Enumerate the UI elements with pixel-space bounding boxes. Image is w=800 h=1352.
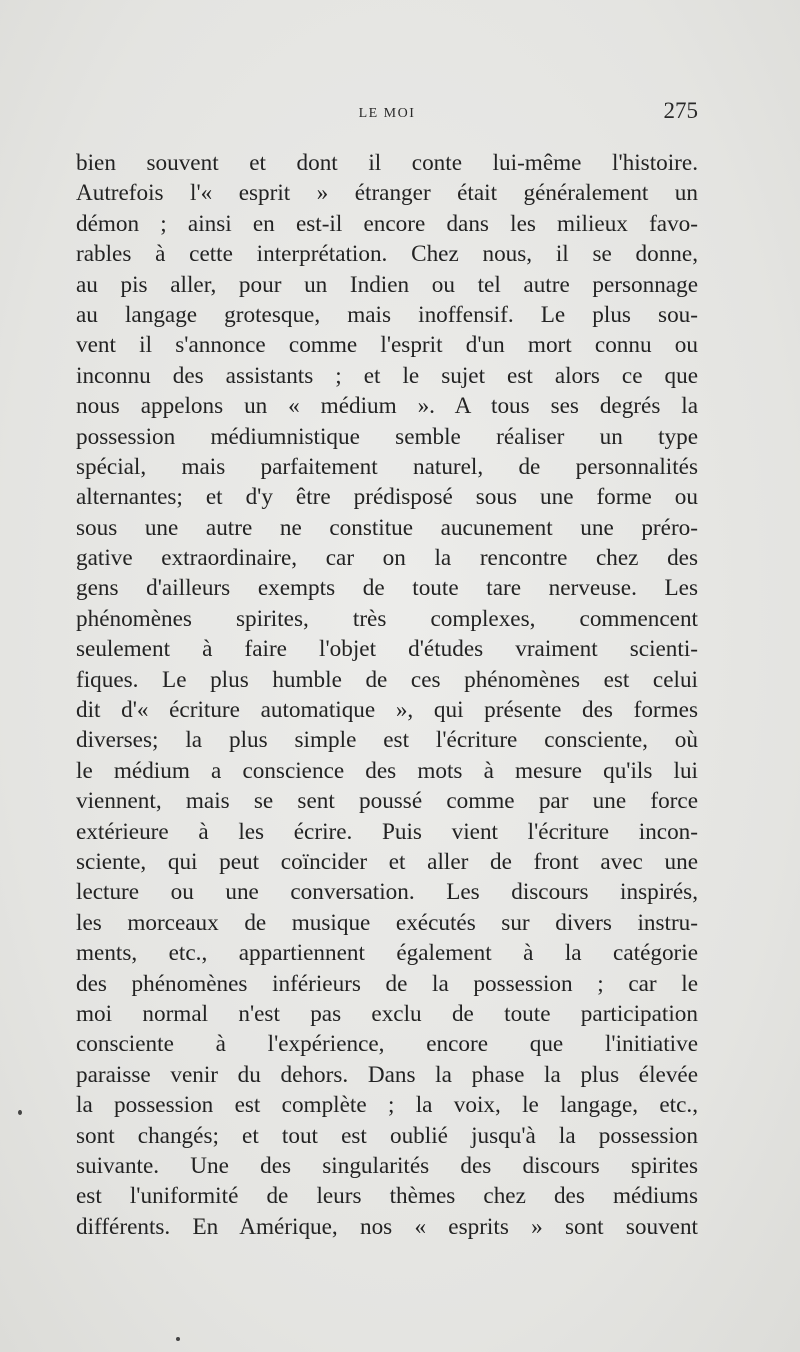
text-line: sont changés; et tout est oublié jusqu'à la possession: [76, 1122, 698, 1149]
text-line: ments, etc., appartiennent également à la catégorie: [76, 940, 698, 967]
text-line: les morceaux de musique exécutés sur divers instru-: [76, 909, 698, 936]
text-line: paraisse venir du dehors. Dans la phase la plus élevée: [76, 1061, 698, 1088]
text-line: Autrefois l'« esprit » étranger était généralement un: [76, 180, 698, 207]
running-head: [76, 98, 698, 128]
text-line: au pis aller, pour un Indien ou tel autre personnage: [76, 271, 698, 298]
text-line: seulement à faire l'objet d'études vraiment scienti-: [76, 636, 698, 663]
text-line: des phénomènes inférieurs de la possession ; car le: [76, 970, 698, 997]
text-line: sous une autre ne constitue aucunement une préro-: [76, 514, 698, 541]
text-line: la possession est complète ; la voix, le langage, etc.,: [76, 1092, 698, 1119]
text-line: vent il s'annonce comme l'esprit d'un mort connu ou: [76, 332, 698, 359]
text-line: consciente à l'expérience, encore que l'initiative: [76, 1031, 698, 1058]
body-text: [76, 148, 698, 1242]
text-line: diverses; la plus simple est l'écriture consciente, où: [76, 727, 698, 754]
text-line: différents. En Amérique, nos « esprits » sont souvent: [76, 1213, 698, 1240]
text-line: gative extraordinaire, car on la rencontre chez des: [76, 545, 698, 572]
text-line: au langage grotesque, mais inoffensif. Le plus sou-: [76, 301, 698, 328]
text-line: extérieure à les écrire. Puis vient l'écriture incon-: [76, 818, 698, 845]
text-line: suivante. Une des singularités des discours spirites: [76, 1152, 698, 1179]
text-line: gens d'ailleurs exempts de toute tare nerveuse. Les: [76, 575, 698, 602]
text-line: inconnu des assistants ; et le sujet est alors ce que: [76, 362, 698, 389]
text-line: sciente, qui peut coïncider et aller de front avec une: [76, 848, 698, 875]
text-line: bien souvent et dont il conte lui-même l'histoire.: [76, 150, 698, 176]
text-line: possession médiumnistique semble réaliser un type: [76, 423, 698, 450]
text-line: lecture ou une conversation. Les discours inspirés,: [76, 879, 698, 906]
text-line: rables à cette interprétation. Chez nous, il se donne,: [76, 241, 698, 268]
text-line: démon ; ainsi en est-il encore dans les milieux favo-: [76, 210, 698, 237]
print-speck: [176, 1337, 180, 1341]
text-line: nous appelons un « médium ». A tous ses degrés la: [76, 393, 698, 420]
text-line: spécial, mais parfaitement naturel, de personnalités: [76, 453, 698, 480]
text-line: est l'uniformité de leurs thèmes chez des médiums: [76, 1183, 698, 1210]
text-line: le médium a conscience des mots à mesure qu'ils lui: [76, 757, 698, 784]
text-line: moi normal n'est pas exclu de toute participation: [76, 1000, 698, 1027]
text-line: phénomènes spirites, très complexes, commencent: [76, 605, 698, 632]
page-number: 275: [663, 98, 698, 123]
text-line: fiques. Le plus humble de ces phénomènes est celui: [76, 666, 698, 693]
running-title: LE MOI: [358, 106, 416, 121]
text-line: alternantes; et d'y être prédisposé sous une forme ou: [76, 484, 698, 511]
text-line: dit d'« écriture automatique », qui présente des formes: [76, 697, 698, 724]
print-speck: [18, 1110, 22, 1115]
text-line: viennent, mais se sent poussé comme par une force: [76, 788, 698, 815]
